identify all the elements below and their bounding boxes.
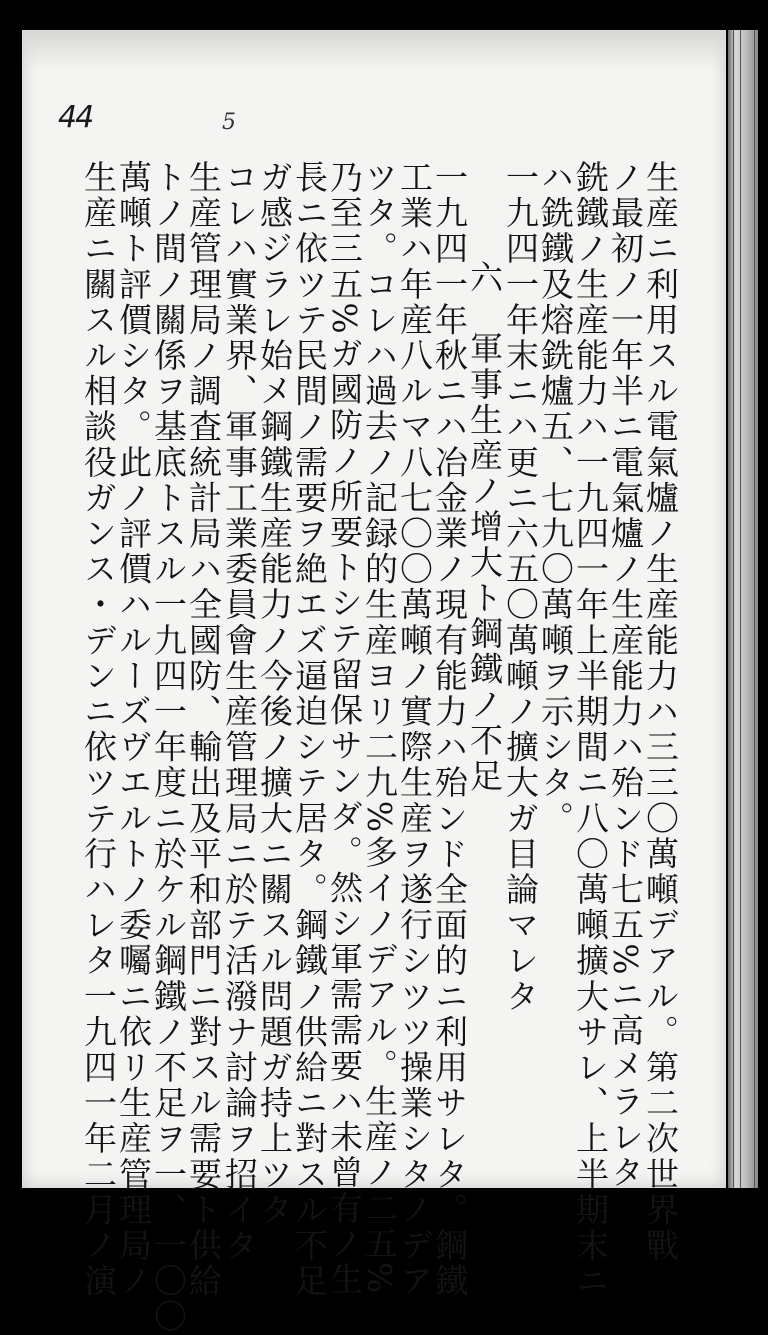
text-column-13: コレハ實業界、軍事工業委員會生産管理局ニ於テ活潑ナ討論ヲ招イタ <box>220 160 259 1264</box>
margin-mark: 5 <box>222 110 236 135</box>
section-heading: 六 軍事生産ノ增大ト鋼鐵ノ不足 <box>465 260 504 794</box>
text-column-17: 生産ニ關スル相談役ガンス・デンニ依ツテ行ハレタ一九四一年二月ノ演 <box>79 160 118 1300</box>
text-column-11: 長ニ依ツテ民間ノ需要ヲ絶エズ逼迫シテ居タ。鋼鐵ノ供給ニ對スル不足 <box>290 160 329 1300</box>
text-column-8: 工業ハ年産八ルマ八七〇〇萬噸ノ實際生産ヲ遂行シツツ操業シタノデア <box>395 160 434 1300</box>
text-column-12: ガ感ジラレ始メ鋼鐵生産能力ノ今後ノ擴大ニ關スル問題ガ持上ツタ <box>255 160 294 1228</box>
page-edge <box>728 30 758 1188</box>
text-column-5: 一九四一年末ニハ更ニ六五〇萬噸ノ擴大ガ目論マレタ <box>501 160 540 1015</box>
text-column-9: ツタ。コレハ過去ノ記録的生産ヨリ二九%多イノデアル。生産ノ二五% <box>360 160 399 1296</box>
text-column-2: ノ最初ノ一年半ニ電氣爐ノ生産能力ハ殆ンド七五%ニ高メラレタ <box>606 160 645 1191</box>
text-column-16: 萬噸ト評價シタ。此ノ評價ハルーズヴエルトノ委囑ニ依リ生産管理局ノ <box>114 160 153 1300</box>
text-column-7: 一九四一年秋ニハ冶金業ノ現有能力ハ殆ンド全面的ニ利用サレタ。鋼鐵 <box>430 160 469 1300</box>
text-column-15: トノ間ノ關係ヲ基底トスル一九四一年度ニ於ケル鋼鐵ノ不足ヲ一、一〇〇 <box>149 160 188 1335</box>
text-column-10: 乃至三五%ガ國防ノ所要トシテ留保サンダ。然シ軍需需要ハ未曾有ノ生 <box>325 160 364 1298</box>
text-column-14: 生産管理局ノ調査統計局ハ全國防、輸出及平和部門ニ對スル需要ト供給 <box>184 160 223 1300</box>
text-column-1: 生産ニ利用スル電氣爐ノ生産能力ハ三三〇萬噸デアル。第二次世界戰 <box>641 160 680 1264</box>
page-number: 44 <box>58 100 93 135</box>
text-column-3: 銑鐵ノ生産能力ハ一九四一年上半期間ニ八〇萬噸擴大サレ、上半期末ニ <box>571 160 610 1300</box>
text-column-4: ハ銑鐵及熔銑爐五、七九〇萬噸ヲ示シタ。 <box>536 160 575 837</box>
